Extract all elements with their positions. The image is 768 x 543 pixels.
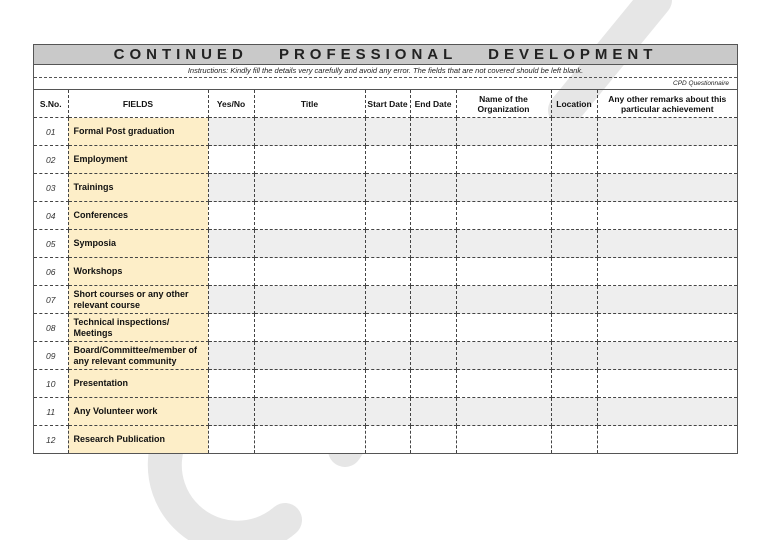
serial-number: 02 (34, 146, 68, 174)
organization-cell[interactable] (456, 286, 551, 314)
table-row (34, 146, 737, 174)
start-date-cell[interactable] (365, 118, 410, 146)
field-label: Any Volunteer work (68, 398, 208, 426)
start-date-cell[interactable] (365, 398, 410, 426)
end-date-cell[interactable] (410, 370, 456, 398)
serial-number: 09 (34, 342, 68, 370)
remarks-cell[interactable] (597, 370, 737, 398)
table-row (34, 286, 737, 314)
end-date-cell[interactable] (410, 342, 456, 370)
form-title: CONTINUED PROFESSIONAL DEVELOPMENT (34, 45, 737, 65)
yes-no-cell[interactable] (208, 314, 254, 342)
end-date-cell[interactable] (410, 314, 456, 342)
table-row (34, 342, 737, 370)
col-header-location: Location (551, 90, 597, 118)
end-date-cell[interactable] (410, 286, 456, 314)
table-row (34, 426, 737, 454)
organization-cell[interactable] (456, 146, 551, 174)
start-date-cell[interactable] (365, 314, 410, 342)
remarks-cell[interactable] (597, 342, 737, 370)
organization-cell[interactable] (456, 314, 551, 342)
organization-cell[interactable] (456, 258, 551, 286)
remarks-cell[interactable] (597, 258, 737, 286)
col-header-title: Title (254, 90, 365, 118)
remarks-cell[interactable] (597, 230, 737, 258)
start-date-cell[interactable] (365, 174, 410, 202)
location-cell[interactable] (551, 398, 597, 426)
yes-no-cell[interactable] (208, 426, 254, 454)
title-cell[interactable] (254, 286, 365, 314)
location-cell[interactable] (551, 258, 597, 286)
serial-number: 01 (34, 118, 68, 146)
start-date-cell[interactable] (365, 202, 410, 230)
table-row (34, 118, 737, 146)
start-date-cell[interactable] (365, 370, 410, 398)
yes-no-cell[interactable] (208, 202, 254, 230)
table-row (34, 314, 737, 342)
title-cell[interactable] (254, 314, 365, 342)
end-date-cell[interactable] (410, 202, 456, 230)
field-label: Workshops (68, 258, 208, 286)
end-date-cell[interactable] (410, 174, 456, 202)
col-header-remarks: Any other remarks about this particular achievement (597, 90, 737, 118)
start-date-cell[interactable] (365, 286, 410, 314)
location-cell[interactable] (551, 174, 597, 202)
serial-number: 10 (34, 370, 68, 398)
title-cell[interactable] (254, 230, 365, 258)
end-date-cell[interactable] (410, 230, 456, 258)
organization-cell[interactable] (456, 426, 551, 454)
field-label: Trainings (68, 174, 208, 202)
yes-no-cell[interactable] (208, 146, 254, 174)
field-label: Research Publication (68, 426, 208, 454)
location-cell[interactable] (551, 426, 597, 454)
remarks-cell[interactable] (597, 202, 737, 230)
form-tag: CPD Questionnaire (34, 78, 737, 90)
organization-cell[interactable] (456, 202, 551, 230)
start-date-cell[interactable] (365, 342, 410, 370)
start-date-cell[interactable] (365, 258, 410, 286)
field-label: Symposia (68, 230, 208, 258)
serial-number: 08 (34, 314, 68, 342)
serial-number: 03 (34, 174, 68, 202)
remarks-cell[interactable] (597, 118, 737, 146)
location-cell[interactable] (551, 342, 597, 370)
end-date-cell[interactable] (410, 118, 456, 146)
cpd-form (33, 44, 738, 454)
serial-number: 06 (34, 258, 68, 286)
field-label: Technical inspections/ Meetings (68, 314, 208, 342)
location-cell[interactable] (551, 146, 597, 174)
table-row (34, 398, 737, 426)
title-cell[interactable] (254, 146, 365, 174)
yes-no-cell[interactable] (208, 230, 254, 258)
title-cell[interactable] (254, 174, 365, 202)
yes-no-cell[interactable] (208, 118, 254, 146)
col-header-fields: FIELDS (68, 90, 208, 118)
serial-number: 07 (34, 286, 68, 314)
end-date-cell[interactable] (410, 426, 456, 454)
table-row (34, 202, 737, 230)
title-cell[interactable] (254, 342, 365, 370)
organization-cell[interactable] (456, 174, 551, 202)
col-header-yes-no: Yes/No (208, 90, 254, 118)
field-label: Formal Post graduation (68, 118, 208, 146)
field-label: Presentation (68, 370, 208, 398)
remarks-cell[interactable] (597, 314, 737, 342)
remarks-cell[interactable] (597, 398, 737, 426)
form-instructions: Instructions: Kindly fill the details very carefully and avoid any error. The fields that are not covered should be left blank. (34, 65, 737, 78)
yes-no-cell[interactable] (208, 286, 254, 314)
start-date-cell[interactable] (365, 230, 410, 258)
title-cell[interactable] (254, 258, 365, 286)
field-label: Board/Committee/member of any relevant community (68, 342, 208, 370)
remarks-cell[interactable] (597, 286, 737, 314)
location-cell[interactable] (551, 314, 597, 342)
table-row (34, 258, 737, 286)
serial-number: 05 (34, 230, 68, 258)
serial-number: 12 (34, 426, 68, 454)
title-cell[interactable] (254, 370, 365, 398)
organization-cell[interactable] (456, 118, 551, 146)
table-row (34, 370, 737, 398)
organization-cell[interactable] (456, 230, 551, 258)
cpd-table (34, 90, 737, 453)
serial-number: 11 (34, 398, 68, 426)
field-label: Conferences (68, 202, 208, 230)
location-cell[interactable] (551, 202, 597, 230)
remarks-cell[interactable] (597, 146, 737, 174)
serial-number: 04 (34, 202, 68, 230)
end-date-cell[interactable] (410, 258, 456, 286)
yes-no-cell[interactable] (208, 398, 254, 426)
field-label: Short courses or any other relevant course (68, 286, 208, 314)
yes-no-cell[interactable] (208, 258, 254, 286)
col-header-start-date: Start Date (365, 90, 410, 118)
title-cell[interactable] (254, 118, 365, 146)
location-cell[interactable] (551, 118, 597, 146)
yes-no-cell[interactable] (208, 174, 254, 202)
title-cell[interactable] (254, 398, 365, 426)
col-header-organization: Name of the Organization (456, 90, 551, 118)
end-date-cell[interactable] (410, 398, 456, 426)
organization-cell[interactable] (456, 398, 551, 426)
title-cell[interactable] (254, 202, 365, 230)
location-cell[interactable] (551, 286, 597, 314)
table-row (34, 230, 737, 258)
col-header-end-date: End Date (410, 90, 456, 118)
organization-cell[interactable] (456, 370, 551, 398)
col-header-sno: S.No. (34, 90, 68, 118)
table-row (34, 174, 737, 202)
end-date-cell[interactable] (410, 146, 456, 174)
start-date-cell[interactable] (365, 146, 410, 174)
remarks-cell[interactable] (597, 426, 737, 454)
field-label: Employment (68, 146, 208, 174)
title-cell[interactable] (254, 426, 365, 454)
organization-cell[interactable] (456, 342, 551, 370)
remarks-cell[interactable] (597, 174, 737, 202)
location-cell[interactable] (551, 370, 597, 398)
location-cell[interactable] (551, 230, 597, 258)
start-date-cell[interactable] (365, 426, 410, 454)
header-row (34, 90, 737, 118)
yes-no-cell[interactable] (208, 342, 254, 370)
yes-no-cell[interactable] (208, 370, 254, 398)
